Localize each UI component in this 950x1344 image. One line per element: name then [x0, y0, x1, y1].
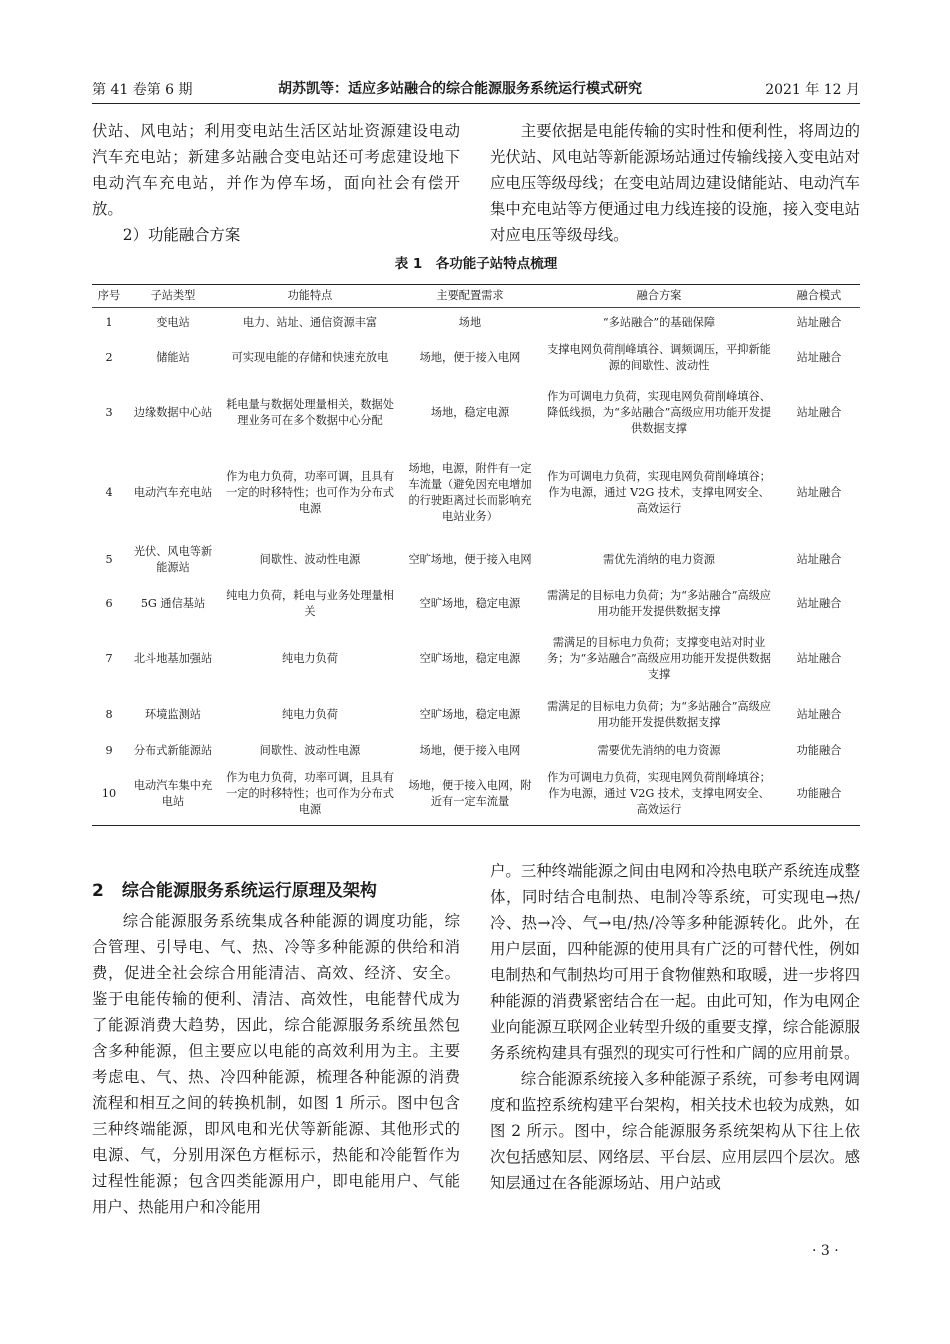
table-row	[92, 692, 860, 738]
header-rule	[92, 103, 860, 104]
header-cell: 融合模式	[778, 285, 860, 308]
table-cell: 光伏、风电等新能源站	[133, 544, 213, 574]
table-cell: 作为可调电力负荷，实现电网负荷削峰填谷；作为电源，通过 V2G 技术，支撑电网安全、高效运行	[547, 469, 771, 515]
running-header	[92, 76, 860, 104]
table-cell: 7	[105, 651, 113, 665]
table-row	[92, 378, 860, 448]
paragraph: 综合能源服务系统集成各种能源的调度功能，综合管理、引导电、气、热、冷等多种能源的供给和消费，促进全社会综合用能清洁、高效、经济、安全。鉴于电能传输的便利、清洁、高效性，电能替代成为了能源消费大趋势，因此，综合能源服务系统虽然包含多种能源，但主要应以电能的高效利用为主。主要考虑电、气、热、冷四种能源，梳理各种能源的消费流程和相互之间的转换机制，如图 1 所示。图中包含三种终端能源，即风电和光伏等新能源、其他形式的电源、气，分别用深色方框标示，热能和冷能暂作为过程性能源；包含四类能源用户，即电能用户、气能用户、热能用户和冷能用	[92, 912, 460, 1216]
header-cell: 融合方案	[540, 285, 778, 308]
table-cell: 空旷场地，便于接入电网	[408, 552, 532, 566]
table-cell: 站址融合	[796, 651, 842, 665]
header-volume-issue: 第 41 卷第 6 期	[92, 82, 193, 98]
header-cell: 功能特点	[220, 285, 400, 308]
table-cell: 站址融合	[796, 707, 842, 721]
header-date: 2021 年 12 月	[765, 82, 860, 98]
table-cell: 场地	[458, 315, 482, 329]
table-cell: 空旷场地，稳定电源	[419, 707, 521, 721]
table-cell: 储能站	[156, 350, 190, 364]
header-cell: 子站类型	[126, 285, 220, 308]
table-cell: 空旷场地，稳定电源	[419, 651, 521, 665]
section-title: 综合能源服务系统运行原理及架构	[121, 881, 377, 901]
table-cell: 需满足的目标电力负荷；支撑变电站对时业务；为“多站融合”高级应用功能开发提供数据支撑	[546, 635, 771, 681]
table-cell: 作为电力负荷，功率可调，且具有一定的时移特性；也可作为分布式电源	[226, 469, 394, 515]
table-row	[92, 538, 860, 582]
table-row	[92, 338, 860, 378]
table-cell: 作为可调电力负荷，实现电网负荷削峰填谷；作为电源，通过 V2G 技术，支撑电网安全、高效运行	[547, 771, 771, 817]
table-cell: “多站融合”的基础保障	[602, 315, 716, 329]
table-cell: 8	[105, 707, 113, 721]
table-cell: 作为可调电力负荷，实现电网负荷削峰填谷、降低线损，为“多站融合”高级应用功能开发提供数据支撑	[546, 389, 771, 435]
table-caption: 表 1 各功能子站特点梳理	[394, 256, 558, 272]
table-row	[92, 308, 860, 338]
table-cell: 1	[105, 315, 113, 329]
table-cell: 10	[101, 787, 117, 801]
subheading-function-fusion: 2）功能融合方案	[122, 226, 241, 244]
table-cell: 站址融合	[796, 485, 842, 499]
substation-table	[92, 284, 860, 826]
table-cell: 北斗地基加强站	[133, 651, 213, 665]
bottom-left-column	[92, 908, 460, 1220]
table-row	[92, 448, 860, 538]
table-cell: 站址融合	[796, 315, 842, 329]
bottom-right-column	[490, 858, 860, 1196]
table-cell: 4	[105, 485, 113, 499]
table-cell: 场地，便于接入电网	[419, 350, 521, 364]
top-left-column	[92, 118, 460, 248]
table-cell: 需优先消纳的电力资源	[603, 552, 715, 566]
table-cell: 纯电力负荷	[282, 651, 338, 665]
table-cell: 空旷场地，稳定电源	[419, 596, 521, 610]
section-number: 2	[92, 881, 104, 901]
table-row	[92, 764, 860, 826]
page-number: · 3 ·	[812, 1243, 839, 1259]
table-cell: 站址融合	[796, 405, 842, 419]
table-cell: 2	[105, 350, 113, 364]
table-cell: 变电站	[156, 315, 190, 329]
table-cell: 可实现电能的存储和快速充放电	[231, 350, 389, 364]
table-cell: 电动汽车充电站	[133, 485, 213, 499]
table-cell: 场地，便于接入电网	[419, 743, 521, 757]
table-cell: 分布式新能源站	[133, 743, 213, 757]
table-cell: 站址融合	[796, 596, 842, 610]
table-cell: 场地，稳定电源	[430, 405, 510, 419]
table-cell: 间歇性、波动性电源	[259, 552, 361, 566]
table-cell: 支撑电网负荷削峰填谷、调频调压，平抑新能源的间歇性、波动性	[547, 342, 771, 372]
table-cell: 5	[105, 552, 113, 566]
table-row	[92, 738, 860, 764]
table-cell: 功能融合	[796, 787, 842, 801]
table-row	[92, 626, 860, 692]
table-cell: 纯电力负荷	[282, 707, 338, 721]
table-cell: 3	[105, 405, 113, 419]
table-cell: 作为电力负荷，功率可调，且具有一定的时移特性；也可作为分布式电源	[226, 771, 394, 817]
table-cell: 间歇性、波动性电源	[259, 743, 361, 757]
table-cell: 边缘数据中心站	[133, 405, 213, 419]
paragraph: 综合能源系统接入多种能源子系统，可参考电网调度和监控系统构建平台架构，相关技术也较为成熟，如图 2 所示。图中，综合能源服务系统架构从下往上依次包括感知层、网络层、平台层、应用层四个层次。感知层通过在各能源场站、用户站或	[490, 1070, 860, 1192]
table-row	[92, 582, 860, 626]
table-cell: 环境监测站	[145, 707, 201, 721]
table-cell: 需满足的目标电力负荷；为“多站融合”高级应用功能开发提供数据支撑	[546, 699, 771, 729]
section-heading	[92, 876, 377, 901]
header-cell: 序号	[92, 285, 126, 308]
table-cell: 场地，电源，附件有一定车流量（避免因充电增加的行驶距离过长而影响充电站业务）	[408, 461, 532, 523]
table-header-row	[92, 285, 860, 308]
header-cell: 主要配置需求	[400, 285, 540, 308]
table-cell: 耗电量与数据处理量相关，数据处理业务可在多个数据中心分配	[226, 397, 394, 427]
table-cell: 电动汽车集中充电站	[133, 779, 213, 809]
table-cell: 站址融合	[796, 350, 842, 364]
table-cell: 电力、站址、通信资源丰富	[242, 315, 378, 329]
table-cell: 场地，便于接入电网，附近有一定车流量	[408, 779, 532, 809]
table-cell: 站址融合	[796, 552, 842, 566]
top-right-column	[490, 118, 860, 248]
header-article-title: 胡苏凯等：适应多站融合的综合能源服务系统运行模式研究	[278, 81, 642, 97]
paragraph: 主要依据是电能传输的实时性和便利性，将周边的光伏站、风电站等新能源场站通过传输线接入变电站对应电压等级母线；在变电站周边建设储能站、电动汽车集中充电站等方便通过电力线连接的设施，接入变电站对应电压等级母线。	[490, 122, 860, 244]
table-cell: 需满足的目标电力负荷；为“多站融合”高级应用功能开发提供数据支撑	[546, 588, 771, 618]
table-cell: 6	[105, 596, 113, 610]
table-cell: 纯电力负荷，耗电与业务处理量相关	[226, 588, 394, 618]
table-cell: 需要优先消纳的电力资源	[597, 743, 721, 757]
paragraph: 户。三种终端能源之间由电网和冷热电联产系统连成整体，同时结合电制热、电制冷等系统，可实现电→热/冷、热→冷、气→电/热/冷等多种能源转化。此外，在用户层面，四种能源的使用具有广泛的可替代性，例如电制热和气制热均可用于食物催熟和取暖，进一步将四种能源的消费紧密结合在一起。由此可知，作为电网企业向能源互联网企业转型升级的重要支撑，综合能源服务系统构建具有强烈的现实可行性和广阔的应用前景。	[490, 862, 860, 1062]
table-cell: 5G 通信基站	[140, 596, 206, 610]
paragraph: 伏站、风电站；利用变电站生活区站址资源建设电动汽车充电站；新建多站融合变电站还可考虑建设地下电动汽车充电站，并作为停车场，面向社会有偿开放。	[92, 122, 460, 218]
table-cell: 功能融合	[796, 743, 842, 757]
table-cell: 9	[105, 743, 113, 757]
